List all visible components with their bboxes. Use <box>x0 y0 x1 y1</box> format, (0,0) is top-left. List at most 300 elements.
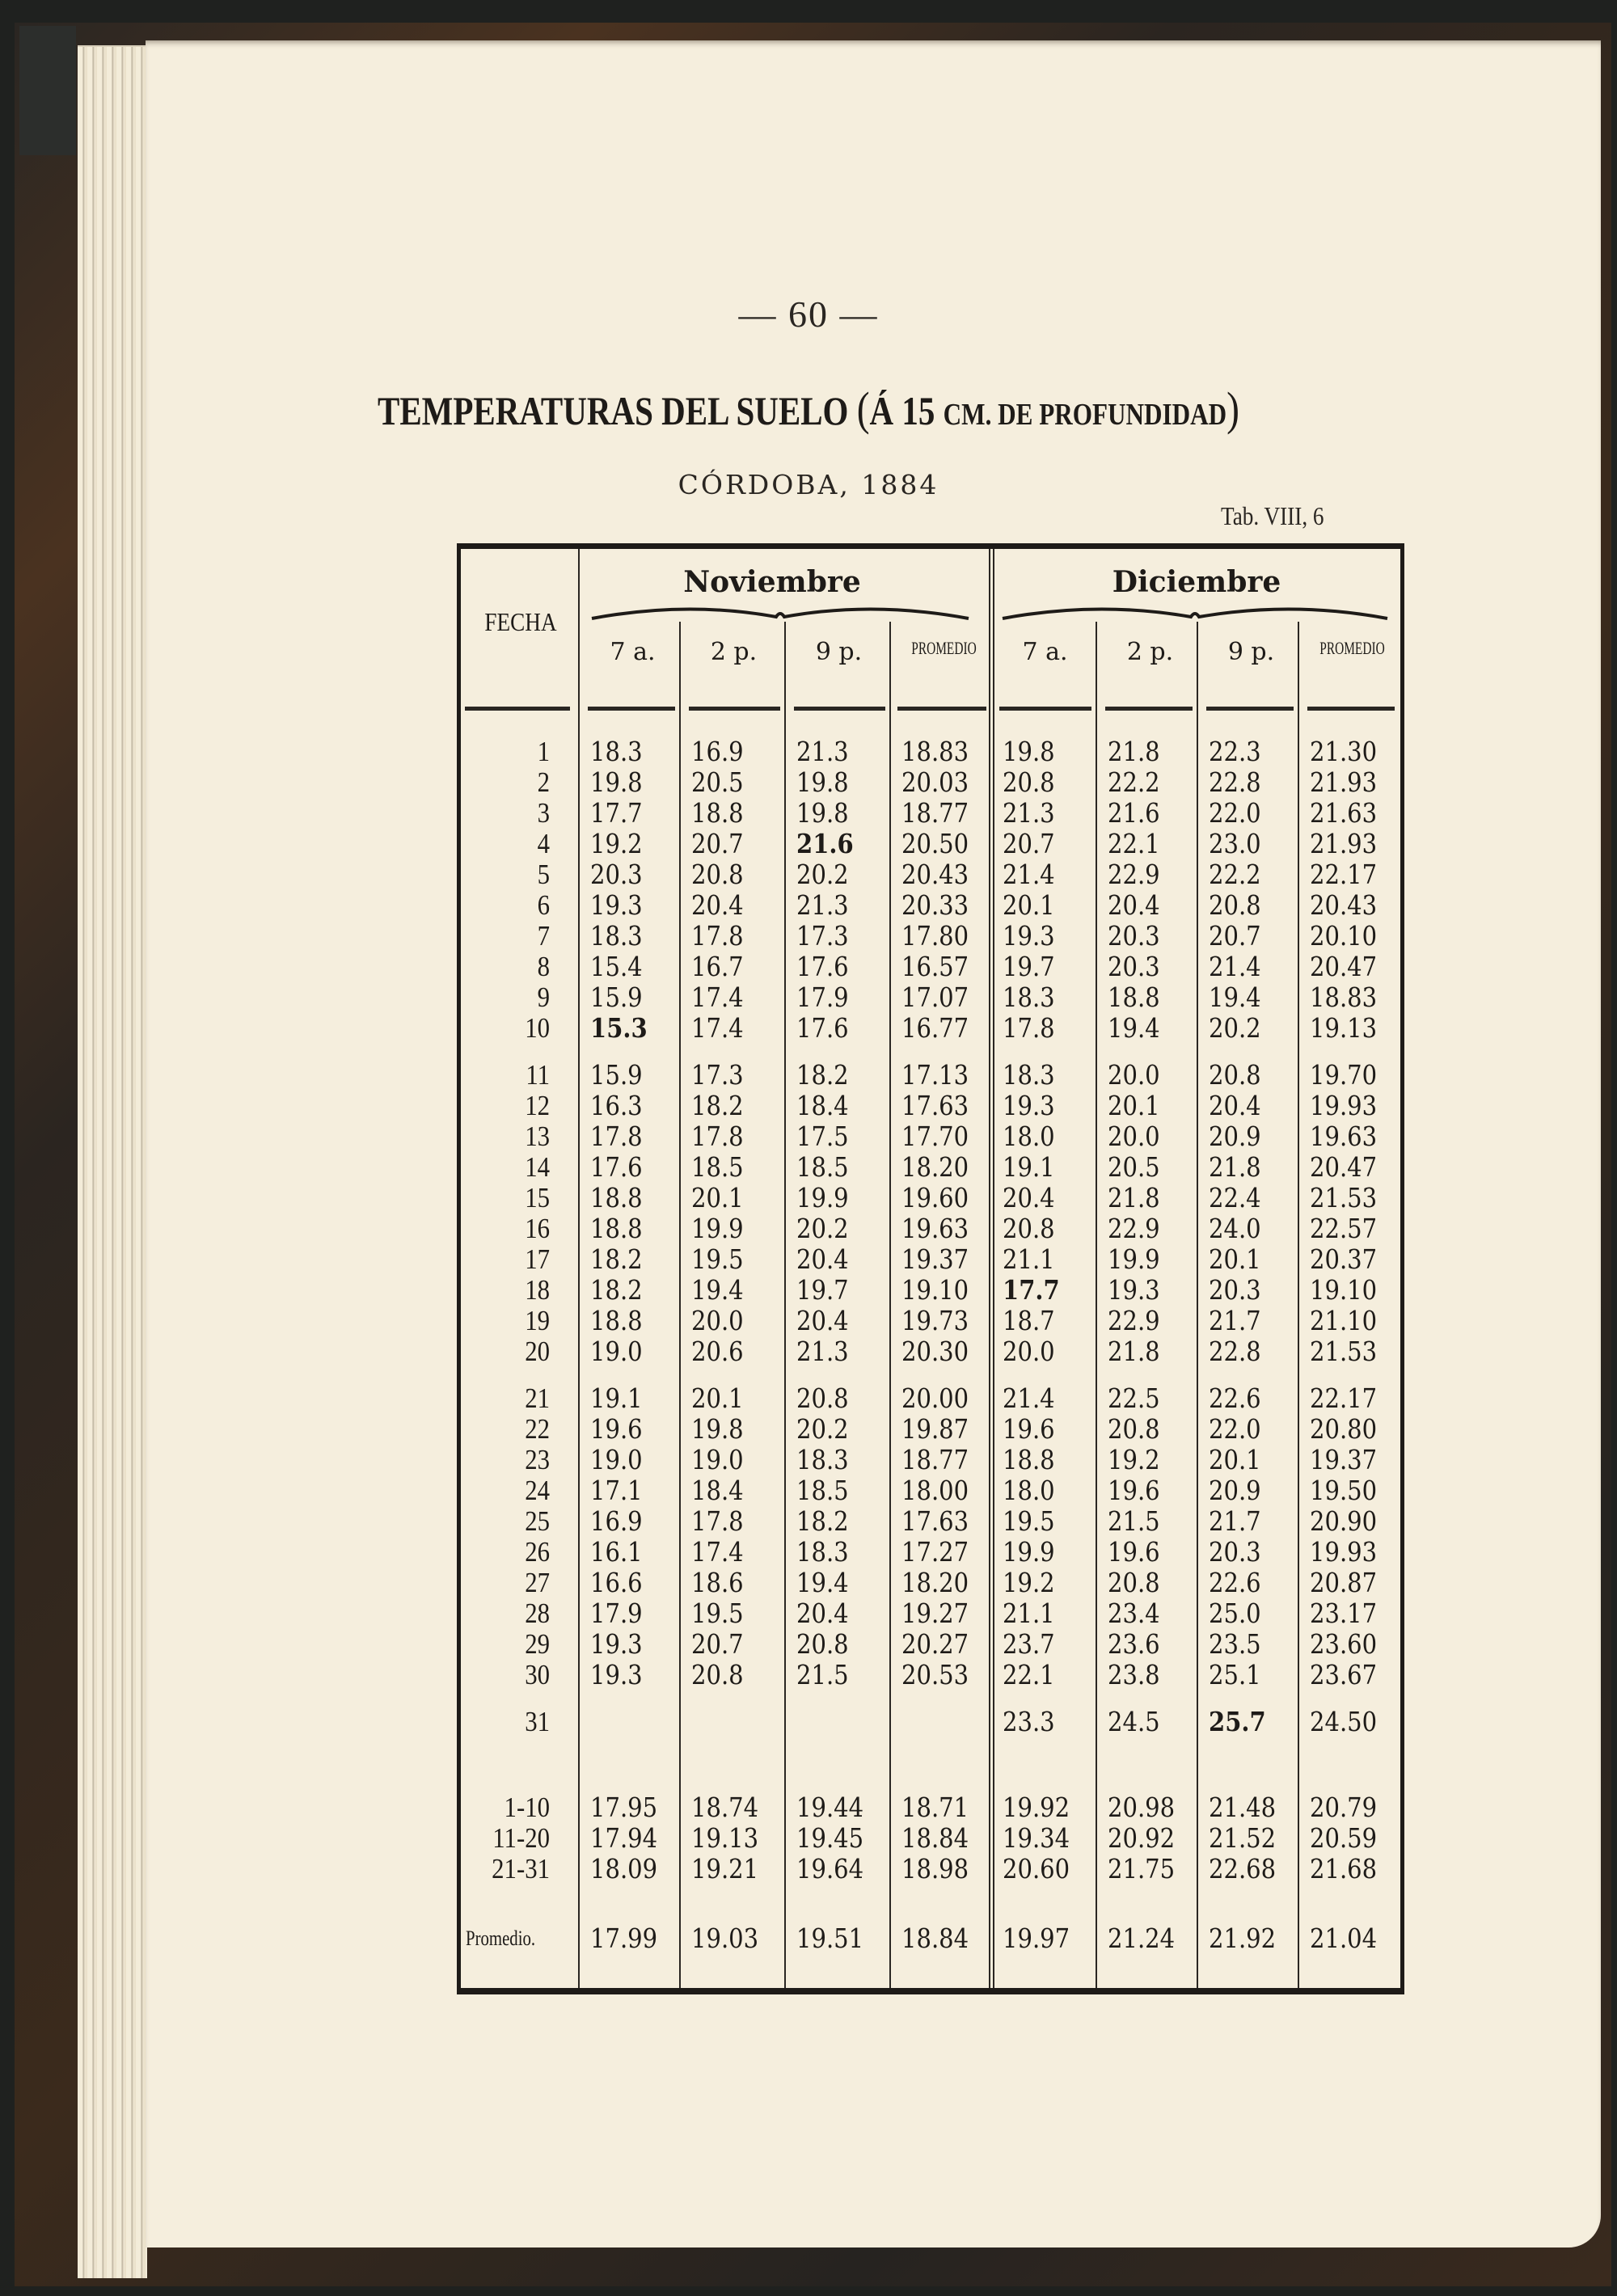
cell-dic-9p: 21.7 <box>1209 1305 1261 1336</box>
cell-nov-9p: 19.45 <box>796 1822 864 1854</box>
cell-dic-promedio: 18.83 <box>1310 981 1378 1013</box>
cell-dic-promedio: 19.37 <box>1310 1444 1378 1475</box>
cell-nov-7a: 20.3 <box>590 859 643 890</box>
cell-nov-7a: 19.3 <box>590 1628 643 1660</box>
cell-dic-9p: 24.0 <box>1209 1213 1261 1244</box>
cell-nov-7a: 18.8 <box>590 1213 643 1244</box>
cell-dic-7a: 19.1 <box>1003 1151 1055 1183</box>
cell-nov-9p: 17.6 <box>796 951 849 982</box>
cell-nov-2p: 19.13 <box>691 1822 759 1854</box>
cell-dic-7a: 18.3 <box>1003 1059 1055 1091</box>
subheader-nov-9p: 9 p. <box>815 638 863 666</box>
row-fecha: 22 <box>525 1413 550 1445</box>
cell-dic-promedio: 22.17 <box>1310 859 1378 890</box>
cell-dic-7a: 19.3 <box>1003 920 1055 952</box>
cell-dic-2p: 22.9 <box>1108 1305 1160 1336</box>
day-row <box>461 952 1400 982</box>
cell-nov-9p: 18.3 <box>796 1444 849 1475</box>
row-fecha: 11-20 <box>492 1822 550 1854</box>
cell-dic-promedio: 21.68 <box>1310 1853 1378 1884</box>
cell-nov-9p: 18.5 <box>796 1151 849 1183</box>
cell-dic-2p: 20.4 <box>1108 889 1160 921</box>
row-fecha: 16 <box>525 1213 550 1244</box>
cell-dic-2p: 20.1 <box>1108 1090 1160 1121</box>
day-row <box>461 1629 1400 1660</box>
day-row <box>461 1121 1400 1152</box>
day-row <box>461 982 1400 1013</box>
cell-nov-9p: 18.2 <box>796 1059 849 1091</box>
cell-nov-7a: 19.8 <box>590 766 643 798</box>
page-stack-edges <box>78 47 147 2278</box>
cell-dic-7a: 19.7 <box>1003 951 1055 982</box>
cell-dic-2p: 22.1 <box>1108 828 1160 859</box>
cell-dic-2p: 20.92 <box>1108 1822 1176 1854</box>
title-main: TEMPERATURAS DEL SUELO <box>377 388 849 433</box>
cell-dic-9p: 25.7 <box>1209 1706 1266 1737</box>
cell-nov-7a: 17.7 <box>590 797 643 829</box>
cell-nov-7a: 18.2 <box>590 1243 643 1275</box>
cell-dic-promedio: 19.10 <box>1310 1274 1378 1306</box>
row-fecha: 2 <box>537 766 550 798</box>
table-reference: Tab. VIII, 6 <box>1221 501 1324 530</box>
cell-nov-promedio: 19.10 <box>901 1274 969 1306</box>
cell-nov-2p: 18.74 <box>691 1792 759 1823</box>
cell-dic-promedio: 19.13 <box>1310 1012 1378 1044</box>
cell-dic-9p: 22.2 <box>1209 859 1261 890</box>
cell-dic-promedio: 19.93 <box>1310 1536 1378 1568</box>
day-row <box>461 890 1400 921</box>
cell-nov-9p: 21.3 <box>796 1336 849 1367</box>
day-row <box>461 798 1400 829</box>
cell-dic-7a: 18.0 <box>1003 1475 1055 1506</box>
cell-dic-2p: 21.75 <box>1108 1853 1176 1884</box>
cell-dic-7a: 19.6 <box>1003 1413 1055 1445</box>
cell-nov-7a: 19.3 <box>590 889 643 921</box>
cell-nov-2p: 20.8 <box>691 859 744 890</box>
cell-dic-promedio: 21.53 <box>1310 1182 1378 1213</box>
header-rule <box>588 707 675 711</box>
cell-nov-2p: 19.03 <box>691 1922 759 1954</box>
cell-dic-9p: 22.3 <box>1209 736 1261 767</box>
cell-nov-2p: 19.4 <box>691 1274 744 1306</box>
brace-noviembre <box>590 599 970 623</box>
cell-dic-promedio: 19.93 <box>1310 1090 1378 1121</box>
row-fecha: 4 <box>537 828 550 859</box>
cell-dic-7a: 23.7 <box>1003 1628 1055 1660</box>
subheader-dic-7a: 7 a. <box>1022 638 1068 666</box>
cell-nov-9p: 18.2 <box>796 1505 849 1537</box>
row-fecha: 5 <box>537 859 550 890</box>
row-fecha: 21-31 <box>492 1853 550 1884</box>
cell-nov-9p: 17.6 <box>796 1012 849 1044</box>
cell-dic-7a: 17.8 <box>1003 1012 1055 1044</box>
day-row <box>461 1568 1400 1598</box>
cell-nov-2p: 20.4 <box>691 889 744 921</box>
cell-nov-2p: 17.8 <box>691 920 744 952</box>
cell-dic-promedio: 20.90 <box>1310 1505 1378 1537</box>
cell-nov-promedio: 20.30 <box>901 1336 969 1367</box>
cell-dic-promedio: 20.47 <box>1310 1151 1378 1183</box>
cell-dic-promedio: 20.87 <box>1310 1567 1378 1598</box>
row-fecha: 24 <box>525 1475 550 1506</box>
cell-dic-7a: 21.4 <box>1003 859 1055 890</box>
cell-dic-9p: 22.0 <box>1209 1413 1261 1445</box>
title-depth-prefix: Á 15 <box>869 388 935 433</box>
cell-nov-7a: 16.3 <box>590 1090 643 1121</box>
cell-nov-7a: 19.0 <box>590 1336 643 1367</box>
row-fecha: 6 <box>537 889 550 921</box>
cell-dic-9p: 22.4 <box>1209 1182 1261 1213</box>
row-fecha: 13 <box>525 1121 550 1152</box>
cell-dic-9p: 25.0 <box>1209 1597 1261 1629</box>
cell-nov-2p: 19.5 <box>691 1243 744 1275</box>
cell-nov-promedio: 19.60 <box>901 1182 969 1213</box>
row-fecha: 9 <box>537 981 550 1013</box>
cell-dic-2p: 20.0 <box>1108 1121 1160 1152</box>
cell-nov-promedio: 17.13 <box>901 1059 969 1091</box>
cell-nov-7a: 17.6 <box>590 1151 643 1183</box>
cell-dic-9p: 22.8 <box>1209 1336 1261 1367</box>
cell-dic-2p: 22.9 <box>1108 859 1160 890</box>
cell-nov-promedio: 18.98 <box>901 1853 969 1884</box>
cell-dic-2p: 19.6 <box>1108 1475 1160 1506</box>
fecha-header: FECHA <box>484 607 557 636</box>
cell-nov-9p: 19.7 <box>796 1274 849 1306</box>
cell-dic-promedio: 21.63 <box>1310 797 1378 829</box>
cell-nov-9p: 17.3 <box>796 920 849 952</box>
header-rule <box>689 707 780 711</box>
day-row <box>461 1707 1400 1737</box>
cell-nov-2p: 16.7 <box>691 951 744 982</box>
cell-nov-promedio: 18.00 <box>901 1475 969 1506</box>
day-row <box>461 1244 1400 1275</box>
cell-nov-9p: 20.4 <box>796 1305 849 1336</box>
day-row <box>461 767 1400 798</box>
cell-dic-2p: 22.2 <box>1108 766 1160 798</box>
cell-dic-2p: 23.8 <box>1108 1659 1160 1690</box>
day-row <box>461 1383 1400 1414</box>
row-fecha: 26 <box>525 1536 550 1568</box>
cell-nov-7a: 19.2 <box>590 828 643 859</box>
cover-cloth-corner <box>19 26 76 155</box>
cell-nov-9p: 20.2 <box>796 1413 849 1445</box>
cell-nov-2p: 18.5 <box>691 1151 744 1183</box>
cell-nov-promedio: 18.84 <box>901 1822 969 1854</box>
cell-dic-2p: 20.3 <box>1108 951 1160 982</box>
cell-nov-promedio: 17.07 <box>901 981 969 1013</box>
cell-nov-9p: 19.9 <box>796 1182 849 1213</box>
row-fecha: 14 <box>525 1151 550 1183</box>
cell-dic-9p: 20.9 <box>1209 1121 1261 1152</box>
cell-nov-2p: 20.6 <box>691 1336 744 1367</box>
cell-nov-2p: 20.1 <box>691 1182 744 1213</box>
day-row <box>461 1660 1400 1690</box>
row-fecha: 3 <box>537 797 550 829</box>
header-rule <box>1307 707 1395 711</box>
cell-nov-7a: 16.9 <box>590 1505 643 1537</box>
cell-dic-7a: 20.60 <box>1003 1853 1070 1884</box>
cell-dic-2p: 21.8 <box>1108 1182 1160 1213</box>
cell-nov-7a: 19.1 <box>590 1382 643 1414</box>
row-fecha: 29 <box>525 1628 550 1660</box>
cell-nov-9p: 19.44 <box>796 1792 864 1823</box>
cell-dic-2p: 21.6 <box>1108 797 1160 829</box>
cell-dic-9p: 22.68 <box>1209 1853 1277 1884</box>
cell-dic-promedio: 21.04 <box>1310 1922 1378 1954</box>
row-fecha: 31 <box>525 1706 550 1737</box>
cell-nov-9p: 17.9 <box>796 981 849 1013</box>
cell-dic-9p: 20.9 <box>1209 1475 1261 1506</box>
cell-nov-9p: 21.5 <box>796 1659 849 1690</box>
cell-nov-2p: 16.9 <box>691 736 744 767</box>
cell-dic-promedio: 19.70 <box>1310 1059 1378 1091</box>
header-rule <box>999 707 1091 711</box>
month-header-diciembre: Diciembre <box>1112 565 1281 599</box>
decade-average-row <box>461 1854 1400 1884</box>
cell-dic-promedio: 23.60 <box>1310 1628 1378 1660</box>
cell-dic-9p: 20.3 <box>1209 1274 1261 1306</box>
cell-nov-2p: 18.2 <box>691 1090 744 1121</box>
cell-nov-7a: 17.95 <box>590 1792 658 1823</box>
cell-nov-promedio: 20.03 <box>901 766 969 798</box>
cell-nov-promedio: 20.00 <box>901 1382 969 1414</box>
cell-nov-7a: 19.0 <box>590 1444 643 1475</box>
cell-dic-7a: 21.1 <box>1003 1243 1055 1275</box>
cell-nov-2p: 20.1 <box>691 1382 744 1414</box>
cell-nov-9p: 20.2 <box>796 859 849 890</box>
row-fecha: 11 <box>526 1059 550 1091</box>
cell-nov-promedio: 19.73 <box>901 1305 969 1336</box>
cell-dic-9p: 21.52 <box>1209 1822 1277 1854</box>
cell-dic-promedio: 21.10 <box>1310 1305 1378 1336</box>
cell-nov-7a: 15.9 <box>590 1059 643 1091</box>
day-row <box>461 1275 1400 1306</box>
cell-dic-promedio: 20.80 <box>1310 1413 1378 1445</box>
cell-nov-7a: 18.2 <box>590 1274 643 1306</box>
cell-dic-2p: 22.9 <box>1108 1213 1160 1244</box>
cell-dic-promedio: 20.47 <box>1310 951 1378 982</box>
cell-nov-promedio: 20.43 <box>901 859 969 890</box>
cell-dic-9p: 20.8 <box>1209 1059 1261 1091</box>
cell-dic-2p: 20.0 <box>1108 1059 1160 1091</box>
cell-nov-9p: 20.8 <box>796 1628 849 1660</box>
cell-nov-promedio: 20.33 <box>901 889 969 921</box>
cell-nov-7a: 18.3 <box>590 920 643 952</box>
row-fecha: 10 <box>525 1012 550 1044</box>
cell-nov-2p: 17.8 <box>691 1121 744 1152</box>
cell-dic-promedio: 19.63 <box>1310 1121 1378 1152</box>
cell-dic-7a: 22.1 <box>1003 1659 1055 1690</box>
cell-nov-9p: 21.3 <box>796 889 849 921</box>
cell-dic-promedio: 20.59 <box>1310 1822 1378 1854</box>
cell-nov-9p: 17.5 <box>796 1121 849 1152</box>
cell-nov-promedio: 18.71 <box>901 1792 969 1823</box>
day-row <box>461 829 1400 859</box>
cell-dic-9p: 22.6 <box>1209 1567 1261 1598</box>
cell-dic-7a: 18.7 <box>1003 1305 1055 1336</box>
cell-dic-2p: 21.5 <box>1108 1505 1160 1537</box>
cell-nov-promedio: 17.70 <box>901 1121 969 1152</box>
day-row <box>461 1183 1400 1213</box>
cell-nov-7a: 18.8 <box>590 1182 643 1213</box>
cell-dic-9p: 23.5 <box>1209 1628 1261 1660</box>
cell-nov-2p: 17.3 <box>691 1059 744 1091</box>
day-row <box>461 1336 1400 1367</box>
day-row <box>461 736 1400 767</box>
cell-nov-promedio: 18.77 <box>901 1444 969 1475</box>
cell-nov-promedio: 16.77 <box>901 1012 969 1044</box>
cell-dic-promedio: 21.93 <box>1310 766 1378 798</box>
cell-dic-promedio: 20.43 <box>1310 889 1378 921</box>
cell-dic-promedio: 20.10 <box>1310 920 1378 952</box>
cell-nov-promedio: 17.80 <box>901 920 969 952</box>
cell-dic-7a: 19.3 <box>1003 1090 1055 1121</box>
cell-dic-9p: 20.7 <box>1209 920 1261 952</box>
cell-dic-promedio: 21.93 <box>1310 828 1378 859</box>
cell-dic-promedio: 19.50 <box>1310 1475 1378 1506</box>
cell-nov-promedio: 19.37 <box>901 1243 969 1275</box>
cell-dic-9p: 20.8 <box>1209 889 1261 921</box>
cell-nov-9p: 18.4 <box>796 1090 849 1121</box>
cell-nov-2p: 20.5 <box>691 766 744 798</box>
row-fecha: 1 <box>537 736 550 767</box>
cell-nov-promedio: 18.20 <box>901 1151 969 1183</box>
cell-dic-promedio: 24.50 <box>1310 1706 1378 1737</box>
cell-dic-7a: 17.7 <box>1003 1274 1060 1306</box>
cell-nov-2p: 20.8 <box>691 1659 744 1690</box>
row-fecha: 27 <box>525 1567 550 1598</box>
row-fecha: 8 <box>537 951 550 982</box>
cell-dic-7a: 19.9 <box>1003 1536 1055 1568</box>
cell-nov-promedio: 18.84 <box>901 1922 969 1954</box>
cell-nov-2p: 17.4 <box>691 981 744 1013</box>
cell-dic-2p: 19.9 <box>1108 1243 1160 1275</box>
cell-dic-2p: 19.4 <box>1108 1012 1160 1044</box>
cell-nov-2p: 19.9 <box>691 1213 744 1244</box>
cell-dic-2p: 19.6 <box>1108 1536 1160 1568</box>
cell-dic-7a: 19.5 <box>1003 1505 1055 1537</box>
cell-dic-2p: 19.3 <box>1108 1274 1160 1306</box>
day-row <box>461 859 1400 890</box>
cell-nov-9p: 20.8 <box>796 1382 849 1414</box>
cell-nov-9p: 19.8 <box>796 797 849 829</box>
cell-dic-2p: 24.5 <box>1108 1706 1160 1737</box>
cell-dic-7a: 20.8 <box>1003 1213 1055 1244</box>
row-fecha: 20 <box>525 1336 550 1367</box>
subheader-nov-7a: 7 a. <box>610 638 656 666</box>
day-row <box>461 1475 1400 1506</box>
cell-dic-7a: 20.8 <box>1003 766 1055 798</box>
cell-nov-promedio: 17.27 <box>901 1536 969 1568</box>
cell-dic-7a: 21.3 <box>1003 797 1055 829</box>
cell-dic-promedio: 23.67 <box>1310 1659 1378 1690</box>
cell-dic-promedio: 22.57 <box>1310 1213 1378 1244</box>
cell-dic-2p: 20.5 <box>1108 1151 1160 1183</box>
cell-nov-9p: 19.51 <box>796 1922 864 1954</box>
cell-nov-2p: 17.4 <box>691 1012 744 1044</box>
cell-nov-7a: 17.99 <box>590 1922 658 1954</box>
cell-dic-promedio: 20.37 <box>1310 1243 1378 1275</box>
cell-dic-2p: 21.8 <box>1108 1336 1160 1367</box>
cell-dic-promedio: 22.17 <box>1310 1382 1378 1414</box>
cell-dic-2p: 23.6 <box>1108 1628 1160 1660</box>
title-open-paren: ( <box>856 382 870 435</box>
cell-nov-9p: 20.4 <box>796 1597 849 1629</box>
cell-dic-9p: 22.6 <box>1209 1382 1261 1414</box>
row-fecha: 17 <box>525 1243 550 1275</box>
cell-nov-2p: 18.4 <box>691 1475 744 1506</box>
soil-temperature-table <box>457 543 1404 1994</box>
cell-nov-2p: 20.7 <box>691 828 744 859</box>
cell-nov-promedio: 20.50 <box>901 828 969 859</box>
row-fecha: 30 <box>525 1659 550 1690</box>
cell-dic-9p: 20.1 <box>1209 1444 1261 1475</box>
cell-dic-2p: 20.98 <box>1108 1792 1176 1823</box>
cell-nov-promedio: 17.63 <box>901 1505 969 1537</box>
title-depth-unit: CM. DE PROFUNDIDAD <box>943 398 1227 432</box>
day-row <box>461 1013 1400 1044</box>
day-row <box>461 1445 1400 1475</box>
cell-dic-7a: 19.97 <box>1003 1922 1070 1954</box>
cell-nov-7a: 15.4 <box>590 951 643 982</box>
decade-average-row <box>461 1792 1400 1823</box>
cell-nov-7a: 19.6 <box>590 1413 643 1445</box>
cell-dic-7a: 19.2 <box>1003 1567 1055 1598</box>
cell-nov-promedio: 19.87 <box>901 1413 969 1445</box>
row-fecha: Promedio. <box>466 1927 536 1950</box>
cell-dic-2p: 21.24 <box>1108 1922 1176 1954</box>
cell-dic-7a: 18.3 <box>1003 981 1055 1013</box>
cell-dic-7a: 23.3 <box>1003 1706 1055 1737</box>
cell-dic-promedio: 21.30 <box>1310 736 1378 767</box>
cell-nov-7a: 17.8 <box>590 1121 643 1152</box>
cell-dic-2p: 21.8 <box>1108 736 1160 767</box>
cell-dic-7a: 19.34 <box>1003 1822 1070 1854</box>
cell-dic-7a: 18.8 <box>1003 1444 1055 1475</box>
cell-dic-9p: 21.8 <box>1209 1151 1261 1183</box>
cell-nov-9p: 19.8 <box>796 766 849 798</box>
row-fecha: 23 <box>525 1444 550 1475</box>
cell-nov-7a: 18.09 <box>590 1853 658 1884</box>
subheader-nov-2p: 2 p. <box>710 638 758 666</box>
cell-nov-promedio: 20.53 <box>901 1659 969 1690</box>
cell-dic-9p: 19.4 <box>1209 981 1261 1013</box>
cell-dic-9p: 20.3 <box>1209 1536 1261 1568</box>
cell-dic-7a: 19.92 <box>1003 1792 1070 1823</box>
row-fecha: 25 <box>525 1505 550 1537</box>
day-row <box>461 1506 1400 1537</box>
row-fecha: 19 <box>525 1305 550 1336</box>
cell-nov-9p: 21.6 <box>796 828 854 859</box>
cell-dic-2p: 20.8 <box>1108 1413 1160 1445</box>
cell-nov-promedio: 18.20 <box>901 1567 969 1598</box>
cell-dic-9p: 20.4 <box>1209 1090 1261 1121</box>
cell-dic-7a: 19.8 <box>1003 736 1055 767</box>
cell-dic-7a: 21.4 <box>1003 1382 1055 1414</box>
page-number: — 60 — <box>738 293 879 335</box>
cell-nov-9p: 18.3 <box>796 1536 849 1568</box>
cell-nov-9p: 19.4 <box>796 1567 849 1598</box>
cell-dic-2p: 18.8 <box>1108 981 1160 1013</box>
cell-dic-7a: 20.4 <box>1003 1182 1055 1213</box>
cell-nov-2p: 19.0 <box>691 1444 744 1475</box>
cell-dic-2p: 23.4 <box>1108 1597 1160 1629</box>
cell-nov-2p: 18.8 <box>691 797 744 829</box>
cell-dic-9p: 25.1 <box>1209 1659 1261 1690</box>
cell-nov-promedio: 18.77 <box>901 797 969 829</box>
cell-dic-9p: 22.8 <box>1209 766 1261 798</box>
cell-dic-2p: 22.5 <box>1108 1382 1160 1414</box>
